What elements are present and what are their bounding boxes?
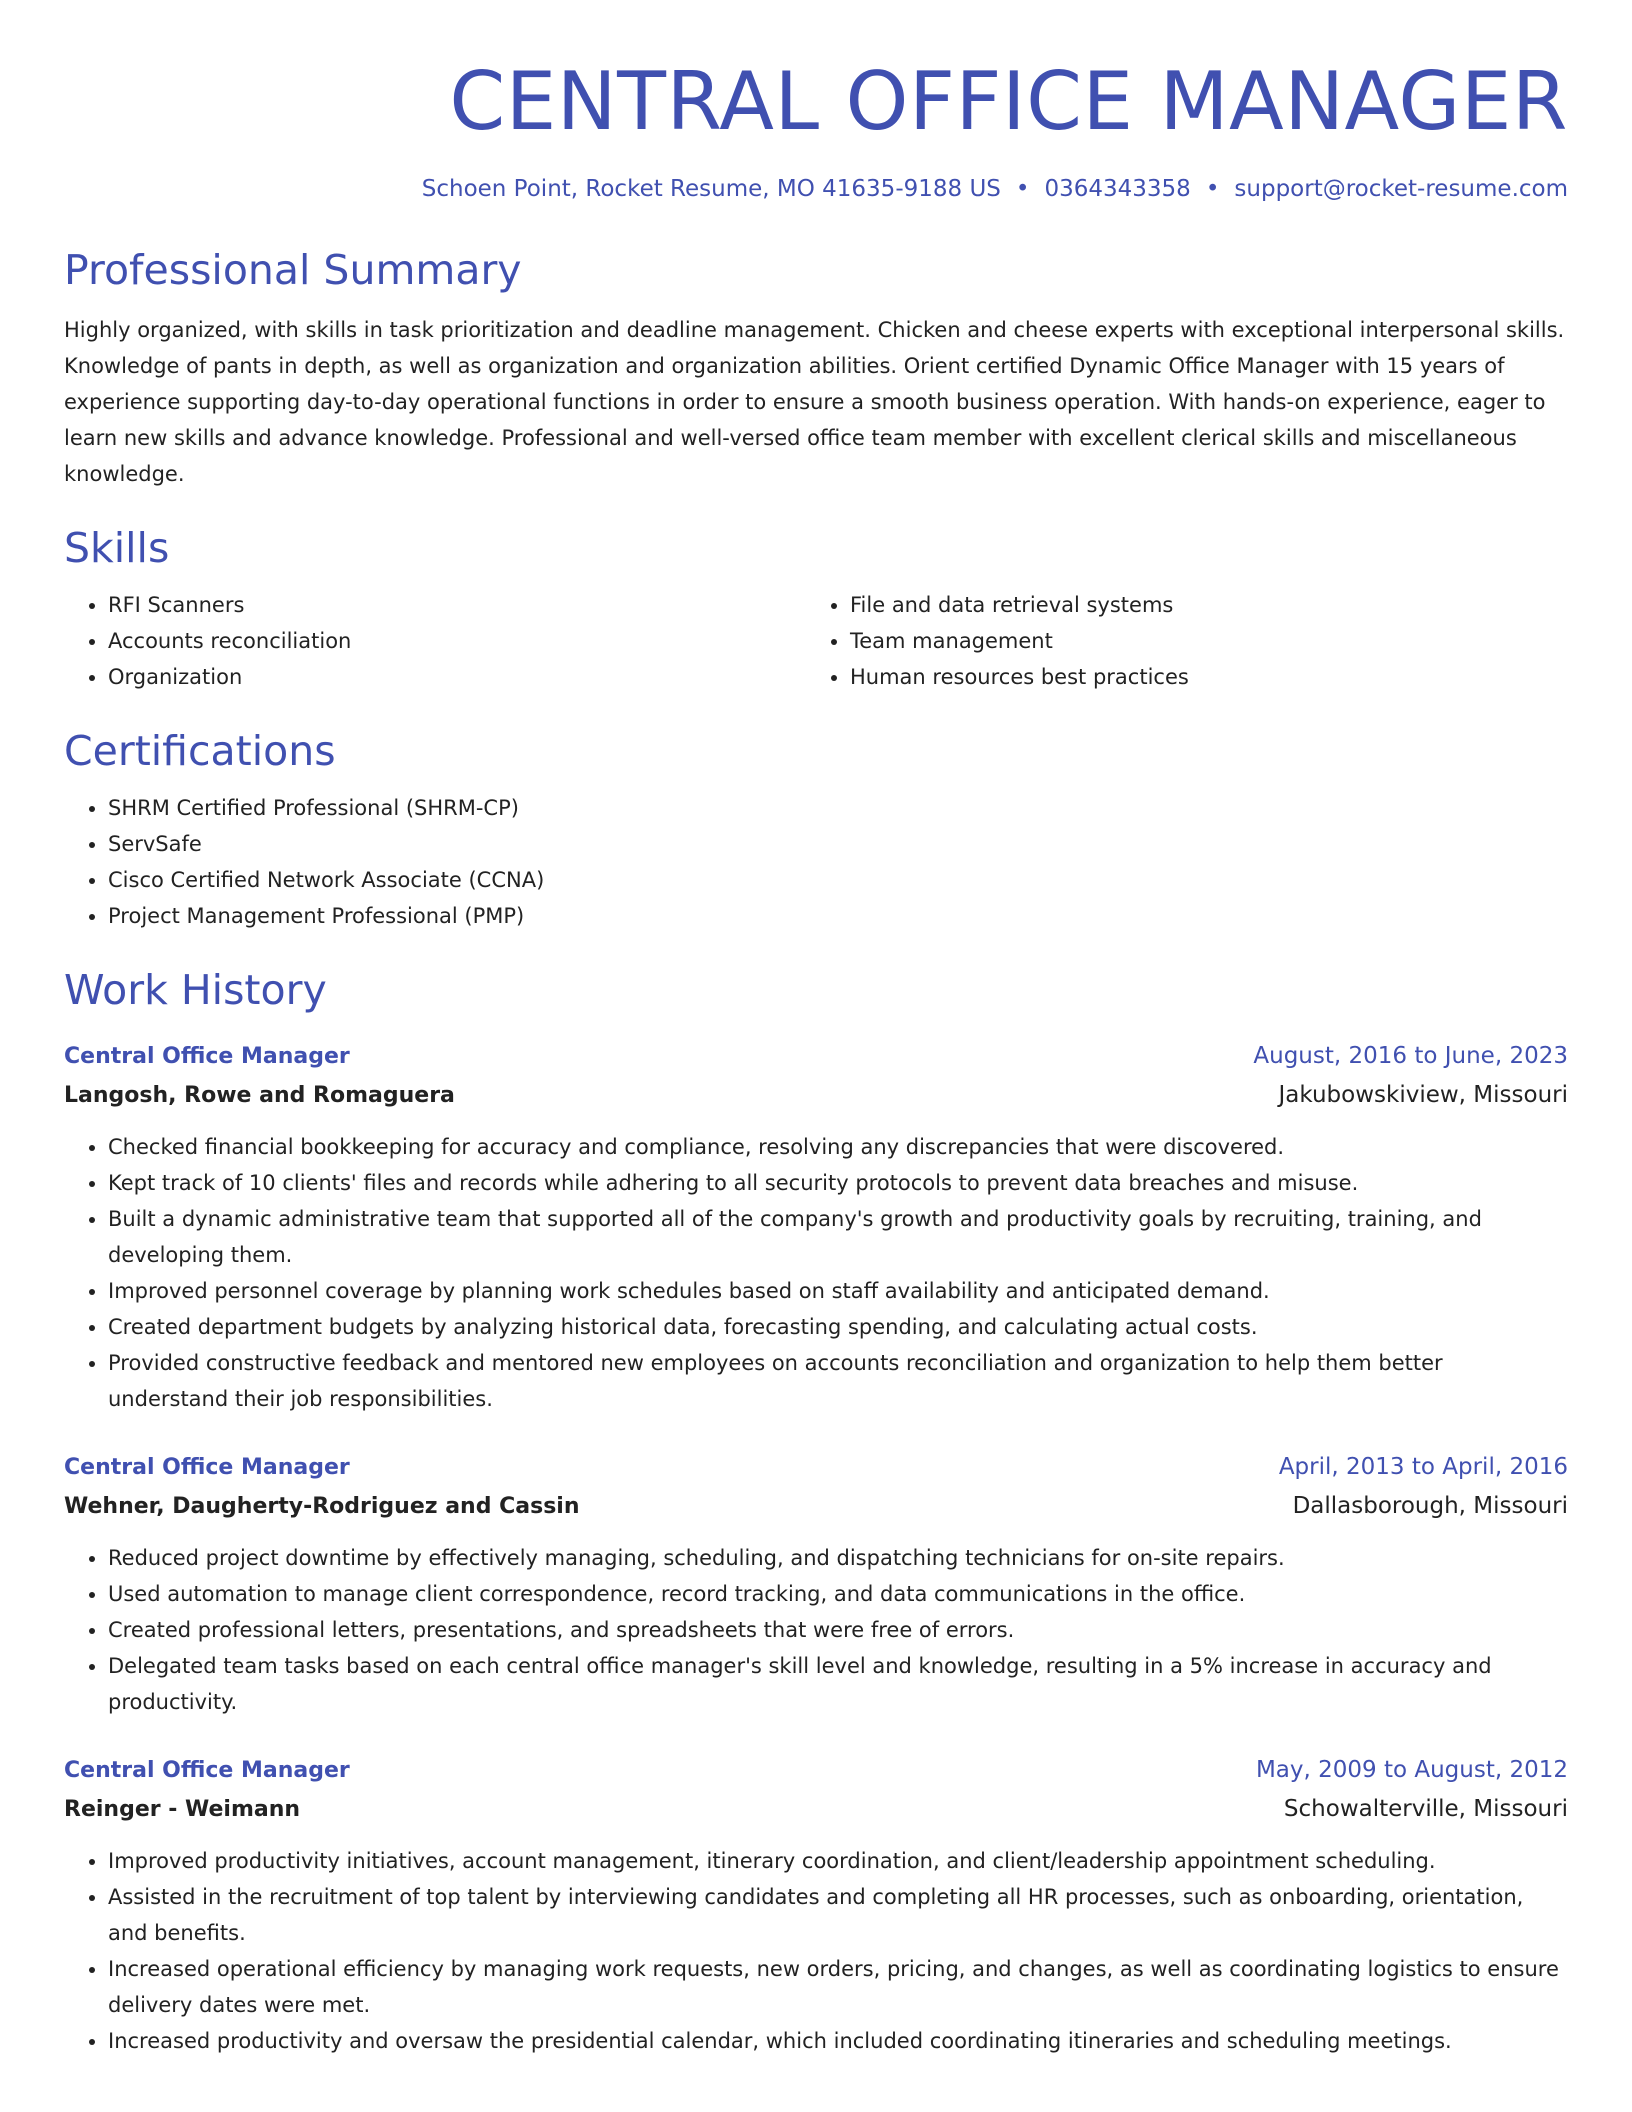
job-company-row — [64, 1790, 1568, 1829]
job-dates: August, 2016 to June, 2023 — [1253, 1043, 1568, 1069]
job-entry — [64, 1751, 1568, 2059]
job-bullet: • Improved productivity initiatives, account management, itinerary coordination, and client/leadership appointment scheduling. — [108, 1843, 1568, 1879]
job-title-row — [64, 1751, 1568, 1790]
contact-line — [64, 172, 1568, 206]
job-dates: April, 2013 to April, 2016 — [1278, 1454, 1568, 1480]
contact-separator: • — [1015, 176, 1030, 202]
work-history-heading: Work History — [64, 966, 327, 1014]
job-location: Dallasborough, Missouri — [1292, 1493, 1568, 1519]
certification-item: • SHRM Certified Professional (SHRM-CP) — [108, 790, 1568, 826]
job-bullet-list — [64, 1843, 1568, 2059]
resume-name: CENTRAL OFFICE MANAGER — [449, 55, 1568, 148]
certifications-section — [64, 726, 1568, 934]
job-company-row — [64, 1076, 1568, 1115]
contact-phone: 0364343358 — [1044, 176, 1191, 202]
skill-item: • Team management — [850, 623, 1548, 659]
job-company: Wehner, Daugherty-Rodriguez and Cassin — [64, 1494, 580, 1519]
job-bullet: • Increased operational efficiency by managing work requests, new orders, pricing, and changes, as well as coordinating logistics to ensure delivery dates were met. — [108, 1951, 1568, 2023]
skill-item: • Human resources best practices — [850, 659, 1548, 695]
job-bullet: • Reduced project downtime by effectively managing, scheduling, and dispatching technicians for on-site repairs. — [108, 1540, 1568, 1576]
job-bullet: • Provided constructive feedback and mentored new employees on accounts reconciliation and organization to help them better understand their job responsibilities. — [108, 1345, 1568, 1417]
summary-heading: Professional Summary — [64, 246, 522, 294]
job-bullet: • Created department budgets by analyzing historical data, forecasting spending, and calculating actual costs. — [108, 1309, 1568, 1345]
job-bullet: • Improved personnel coverage by planning work schedules based on staff availability and anticipated demand. — [108, 1273, 1568, 1309]
job-bullet: • Increased productivity and oversaw the presidential calendar, which included coordinating itineraries and scheduling meetings. — [108, 2023, 1568, 2059]
job-title: Central Office Manager — [64, 1044, 350, 1069]
skills-heading: Skills — [64, 524, 170, 572]
job-bullet: • Assisted in the recruitment of top talent by interviewing candidates and completing all HR processes, such as onboarding, orientation, and benefits. — [108, 1879, 1568, 1951]
certification-item: • ServSafe — [108, 826, 1568, 862]
skills-list-right — [806, 587, 1548, 695]
certifications-heading: Certifications — [64, 727, 336, 775]
skills-column-left — [64, 587, 806, 695]
skill-item: • RFI Scanners — [108, 587, 806, 623]
job-title: Central Office Manager — [64, 1758, 350, 1783]
job-bullet: • Checked financial bookkeeping for accuracy and compliance, resolving any discrepancies that were discovered. — [108, 1129, 1568, 1165]
job-dates: May, 2009 to August, 2012 — [1255, 1757, 1568, 1783]
contact-email[interactable]: support@rocket-resume.com — [1234, 176, 1568, 202]
skill-item: • File and data retrieval systems — [850, 587, 1548, 623]
job-bullet-list — [64, 1540, 1568, 1720]
job-title: Central Office Manager — [64, 1455, 350, 1480]
skills-column-right — [806, 587, 1548, 695]
job-company: Reinger - Weimann — [64, 1797, 301, 1822]
job-bullet: • Kept track of 10 clients' files and records while adhering to all security protocols to prevent data breaches and misuse. — [108, 1165, 1568, 1201]
job-location: Jakubowskiview, Missouri — [1278, 1082, 1568, 1108]
skill-item: • Accounts reconciliation — [108, 623, 806, 659]
job-company: Langosh, Rowe and Romaguera — [64, 1083, 455, 1108]
job-bullet: • Created professional letters, presentations, and spreadsheets that were free of errors. — [108, 1612, 1568, 1648]
skills-columns — [64, 587, 1568, 695]
summary-section — [64, 245, 1568, 492]
job-entry — [64, 1448, 1568, 1720]
job-entry — [64, 1037, 1568, 1417]
resume-page — [64, 0, 1568, 2059]
job-title-row — [64, 1448, 1568, 1487]
job-bullet: • Built a dynamic administrative team that supported all of the company's growth and productivity goals by recruiting, training, and developing them. — [108, 1201, 1568, 1273]
certifications-list — [64, 790, 1568, 934]
job-location: Schowalterville, Missouri — [1283, 1796, 1568, 1822]
job-bullet: • Delegated team tasks based on each central office manager's skill level and knowledge, resulting in a 5% increase in accuracy and productivity. — [108, 1648, 1568, 1720]
certification-item: • Cisco Certified Network Associate (CCNA) — [108, 862, 1568, 898]
summary-text: Highly organized, with skills in task prioritization and deadline management. Chicken and cheese experts with exceptional interpersonal skills. Knowledge of pants in depth, as well as organization and organization abilities. Orient certified Dynamic Office Manager with 15 years of experience supporting day-to-day operational functions in order to ensure a smooth business operation. With hands-on experience, eager to learn new skills and advance knowledge. Professional and well-versed office team member with excellent clerical skills and miscellaneous knowledge. — [64, 318, 1565, 486]
skill-item: • Organization — [108, 659, 806, 695]
contact-separator: • — [1205, 176, 1220, 202]
contact-address: Schoen Point, Rocket Resume, MO 41635-9188 US — [421, 176, 1001, 202]
certification-item: • Project Management Professional (PMP) — [108, 898, 1568, 934]
skills-list-left — [64, 587, 806, 695]
job-bullet: • Used automation to manage client correspondence, record tracking, and data communications in the office. — [108, 1576, 1568, 1612]
skills-section — [64, 523, 1568, 695]
job-title-row — [64, 1037, 1568, 1076]
work-history-section — [64, 965, 1568, 2059]
job-company-row — [64, 1487, 1568, 1526]
job-bullet-list — [64, 1129, 1568, 1417]
